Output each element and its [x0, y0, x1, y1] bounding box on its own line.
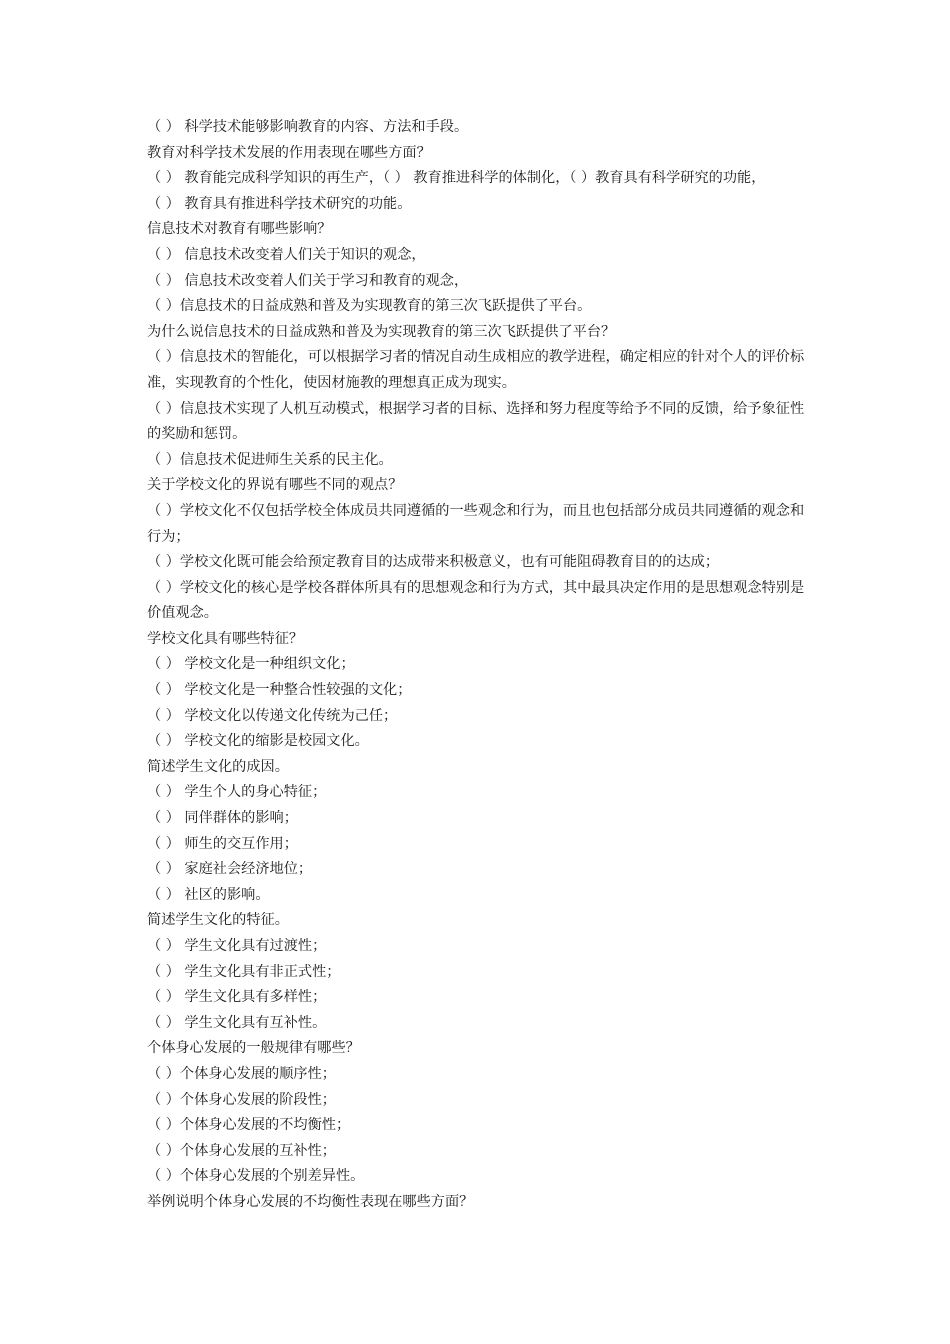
- answer-line: （ ） 教育具有推进科学技术研究的功能。: [147, 195, 412, 212]
- question-line: 学校文化具有哪些特征？: [147, 630, 304, 647]
- answer-line: （ ）信息技术促进师生关系的民主化。: [147, 451, 393, 468]
- answer-line: （ ） 学生文化具有多样性；: [147, 989, 327, 1006]
- answer-line: （ ）个体身心发展的顺序性；: [147, 1065, 336, 1082]
- answer-line: （ ） 同伴群体的影响；: [147, 810, 298, 827]
- answer-line: （ ） 信息技术改变着人们关于知识的观念，: [147, 246, 426, 263]
- answer-line: （ ）信息技术的日益成熟和普及为实现教育的第三次飞跃提供了平台。: [147, 298, 592, 315]
- answer-line: （ ）个体身心发展的互补性；: [147, 1142, 336, 1159]
- answer-line: （ ） 学校文化以传递文化传统为己任；: [147, 707, 398, 724]
- answer-line: （ ）学校文化的核心是学校各群体所具有的思想观念和行为方式，其中最具决定作用的是思想观念特别是价值观念。: [147, 579, 805, 622]
- document-body: [147, 115, 811, 1216]
- question-line: 简述学生文化的特征。: [147, 912, 289, 929]
- question-line: 简述学生文化的成因。: [147, 758, 289, 775]
- answer-line: （ ） 社区的影响。: [147, 886, 270, 903]
- answer-line: （ ） 信息技术改变着人们关于学习和教育的观念，: [147, 272, 469, 289]
- answer-line: （ ） 学校文化的缩影是校园文化。: [147, 733, 369, 750]
- answer-line: （ ） 教育能完成科学知识的再生产，（ ） 教育推进科学的体制化，（ ）教育具有科学研究的功能，: [147, 170, 766, 187]
- answer-line: （ ） 学生文化具有过渡性；: [147, 938, 327, 954]
- answer-line: （ ） 学生个人的身心特征；: [147, 784, 327, 801]
- answer-line: （ ） 学校文化是一种整合性较强的文化；: [147, 682, 412, 699]
- answer-line: （ ）个体身心发展的阶段性；: [147, 1091, 336, 1108]
- answer-line: （ ） 学生文化具有互补性。: [147, 1014, 327, 1031]
- answer-line: （ ） 科学技术能够影响教育的内容、方法和手段。: [147, 119, 469, 135]
- answer-line: （ ）学校文化不仅包括学校全体成员共同遵循的一些观念和行为，而且也包括部分成员共同遵循的观念和行为；: [147, 502, 805, 545]
- question-line: 教育对科学技术发展的作用表现在哪些方面？: [147, 144, 431, 161]
- answer-line: （ ）个体身心发展的不均衡性；: [147, 1117, 351, 1134]
- answer-line: （ ）学校文化既可能会给预定教育目的达成带来积极意义，也有可能阻碍教育目的的达成；: [147, 554, 720, 571]
- question-line: 信息技术对教育有哪些影响？: [147, 221, 332, 238]
- question-line: 为什么说信息技术的日益成熟和普及为实现教育的第三次飞跃提供了平台？: [147, 323, 616, 340]
- answer-line: （ ） 学生文化具有非正式性；: [147, 963, 341, 980]
- answer-line: （ ） 学校文化是一种组织文化；: [147, 656, 355, 673]
- answer-line: （ ） 师生的交互作用；: [147, 835, 298, 852]
- question-line: 个体身心发展的一般规律有哪些？: [147, 1040, 360, 1057]
- answer-line: （ ）信息技术的智能化，可以根据学习者的情况自动生成相应的教学进程，确定相应的针对个人的评价标准，实现教育的个性化，使因材施教的理想真正成为现实。: [147, 349, 805, 391]
- answer-line: （ ） 家庭社会经济地位；: [147, 861, 313, 878]
- answer-line: （ ）信息技术实现了人机互动模式，根据学习者的目标、选择和努力程度等给予不同的反馈，给予象征性的奖励和惩罚。: [147, 400, 805, 443]
- answer-line: （ ）个体身心发展的个别差异性。: [147, 1168, 365, 1185]
- question-line: 关于学校文化的界说有哪些不同的观点？: [147, 477, 403, 494]
- question-line: 举例说明个体身心发展的不均衡性表现在哪些方面？: [147, 1193, 474, 1210]
